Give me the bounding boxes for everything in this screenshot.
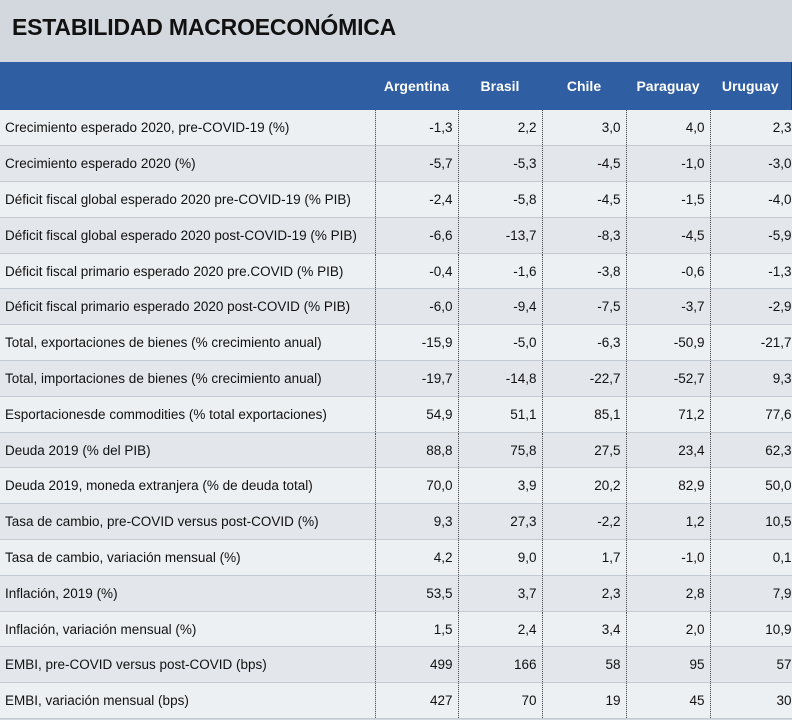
cell-uruguay: -1,3 [710,253,792,289]
cell-argentina: -5,7 [375,146,458,182]
table-row [0,540,792,576]
table-row [0,325,792,361]
cell-argentina: -6,0 [375,289,458,325]
cell-argentina: 54,9 [375,396,458,432]
cell-argentina: -0,4 [375,253,458,289]
cell-uruguay: 7,9 [710,575,792,611]
table-row [0,647,792,683]
table-row [0,575,792,611]
column-header-argentina: Argentina [383,78,450,94]
table-row [0,611,792,647]
row-label: Deuda 2019 (% del PIB) [0,432,375,468]
column-header-paraguay: Paraguay [636,78,700,94]
row-label: Déficit fiscal primario esperado 2020 post-COVID (% PIB) [0,289,375,325]
row-label: Inflación, variación mensual (%) [0,611,375,647]
cell-paraguay: 4,0 [626,110,710,146]
cell-chile: 1,7 [542,540,626,576]
cell-brasil: 166 [458,647,542,683]
cell-paraguay: 2,0 [626,611,710,647]
cell-brasil: 9,0 [458,540,542,576]
cell-brasil: 70 [458,683,542,719]
cell-paraguay: 71,2 [626,396,710,432]
cell-chile: 20,2 [542,468,626,504]
table-row [0,396,792,432]
cell-chile: -2,2 [542,504,626,540]
cell-argentina: -2,4 [375,182,458,218]
cell-brasil: 75,8 [458,432,542,468]
cell-paraguay: -52,7 [626,361,710,397]
cell-uruguay: 0,1 [710,540,792,576]
table-row [0,110,792,146]
cell-uruguay: 2,3 [710,110,792,146]
row-label: Total, exportaciones de bienes (% crecimiento anual) [0,325,375,361]
row-label: Total, importaciones de bienes (% crecimiento anual) [0,361,375,397]
table-row [0,468,792,504]
cell-brasil: 27,3 [458,504,542,540]
cell-paraguay: 2,8 [626,575,710,611]
table-row [0,504,792,540]
table-header-row [0,62,792,110]
cell-uruguay: 57 [710,647,792,683]
cell-brasil: -5,0 [458,325,542,361]
cell-argentina: 53,5 [375,575,458,611]
cell-argentina: 9,3 [375,504,458,540]
cell-uruguay: 10,5 [710,504,792,540]
cell-uruguay: 30 [710,683,792,719]
cell-brasil: -9,4 [458,289,542,325]
cell-chile: 58 [542,647,626,683]
cell-paraguay: -1,5 [626,182,710,218]
column-header-chile: Chile [566,78,602,94]
cell-argentina: -6,6 [375,217,458,253]
cell-argentina: 4,2 [375,540,458,576]
cell-chile: -4,5 [542,182,626,218]
row-label: Tasa de cambio, variación mensual (%) [0,540,375,576]
row-label: Crecimiento esperado 2020 (%) [0,146,375,182]
cell-paraguay: -3,7 [626,289,710,325]
cell-uruguay: 77,6 [710,396,792,432]
row-label: Inflación, 2019 (%) [0,575,375,611]
macro-stability-table [0,62,792,719]
cell-chile: 3,4 [542,611,626,647]
table-row [0,182,792,218]
table-row [0,217,792,253]
cell-brasil: -1,6 [458,253,542,289]
row-label: EMBI, pre-COVID versus post-COVID (bps) [0,647,375,683]
cell-brasil: 51,1 [458,396,542,432]
table-row [0,683,792,719]
page-title: ESTABILIDAD MACROECONÓMICA [12,14,397,40]
row-label: Déficit fiscal global esperado 2020 pre-COVID-19 (% PIB) [0,182,375,218]
cell-argentina: 499 [375,647,458,683]
cell-argentina: 88,8 [375,432,458,468]
cell-argentina: -19,7 [375,361,458,397]
cell-brasil: -14,8 [458,361,542,397]
cell-paraguay: 82,9 [626,468,710,504]
cell-uruguay: -2,9 [710,289,792,325]
cell-uruguay: 10,9 [710,611,792,647]
cell-argentina: -1,3 [375,110,458,146]
row-label: EMBI, variación mensual (bps) [0,683,375,719]
cell-paraguay: 23,4 [626,432,710,468]
table-row [0,253,792,289]
cell-uruguay: -21,7 [710,325,792,361]
cell-uruguay: -4,0 [710,182,792,218]
row-label: Déficit fiscal global esperado 2020 post-COVID-19 (% PIB) [0,217,375,253]
cell-chile: -7,5 [542,289,626,325]
cell-argentina: 1,5 [375,611,458,647]
cell-paraguay: -50,9 [626,325,710,361]
row-label: Esportacionesde commodities (% total exportaciones) [0,396,375,432]
cell-brasil: -5,8 [458,182,542,218]
cell-brasil: -5,3 [458,146,542,182]
cell-brasil: 3,7 [458,575,542,611]
cell-chile: -4,5 [542,146,626,182]
cell-chile: 27,5 [542,432,626,468]
cell-paraguay: -0,6 [626,253,710,289]
cell-paraguay: -1,0 [626,146,710,182]
cell-uruguay: 50,0 [710,468,792,504]
cell-brasil: -13,7 [458,217,542,253]
row-label: Déficit fiscal primario esperado 2020 pre.COVID (% PIB) [0,253,375,289]
column-header-uruguay: Uruguay [710,62,792,110]
cell-uruguay: -5,9 [710,217,792,253]
row-label: Tasa de cambio, pre-COVID versus post-COVID (%) [0,504,375,540]
table-body [0,110,792,719]
cell-paraguay: 45 [626,683,710,719]
cell-paraguay: 1,2 [626,504,710,540]
cell-argentina: 427 [375,683,458,719]
cell-brasil: 2,4 [458,611,542,647]
table-row [0,432,792,468]
cell-uruguay: -3,0 [710,146,792,182]
cell-argentina: 70,0 [375,468,458,504]
cell-chile: 85,1 [542,396,626,432]
cell-chile: -8,3 [542,217,626,253]
cell-chile: -22,7 [542,361,626,397]
column-header-brasil: Brasil [480,78,520,94]
table-row [0,146,792,182]
cell-paraguay: -1,0 [626,540,710,576]
cell-paraguay: -4,5 [626,217,710,253]
cell-uruguay: 62,3 [710,432,792,468]
cell-chile: -6,3 [542,325,626,361]
cell-argentina: -15,9 [375,325,458,361]
cell-brasil: 2,2 [458,110,542,146]
row-label: Deuda 2019, moneda extranjera (% de deuda total) [0,468,375,504]
cell-chile: -3,8 [542,253,626,289]
table-row [0,361,792,397]
cell-chile: 19 [542,683,626,719]
cell-uruguay: 9,3 [710,361,792,397]
cell-chile: 2,3 [542,575,626,611]
row-label: Crecimiento esperado 2020, pre-COVID-19 (%) [0,110,375,146]
cell-brasil: 3,9 [458,468,542,504]
cell-chile: 3,0 [542,110,626,146]
cell-paraguay: 95 [626,647,710,683]
header-label-column [0,62,375,110]
table-row [0,289,792,325]
